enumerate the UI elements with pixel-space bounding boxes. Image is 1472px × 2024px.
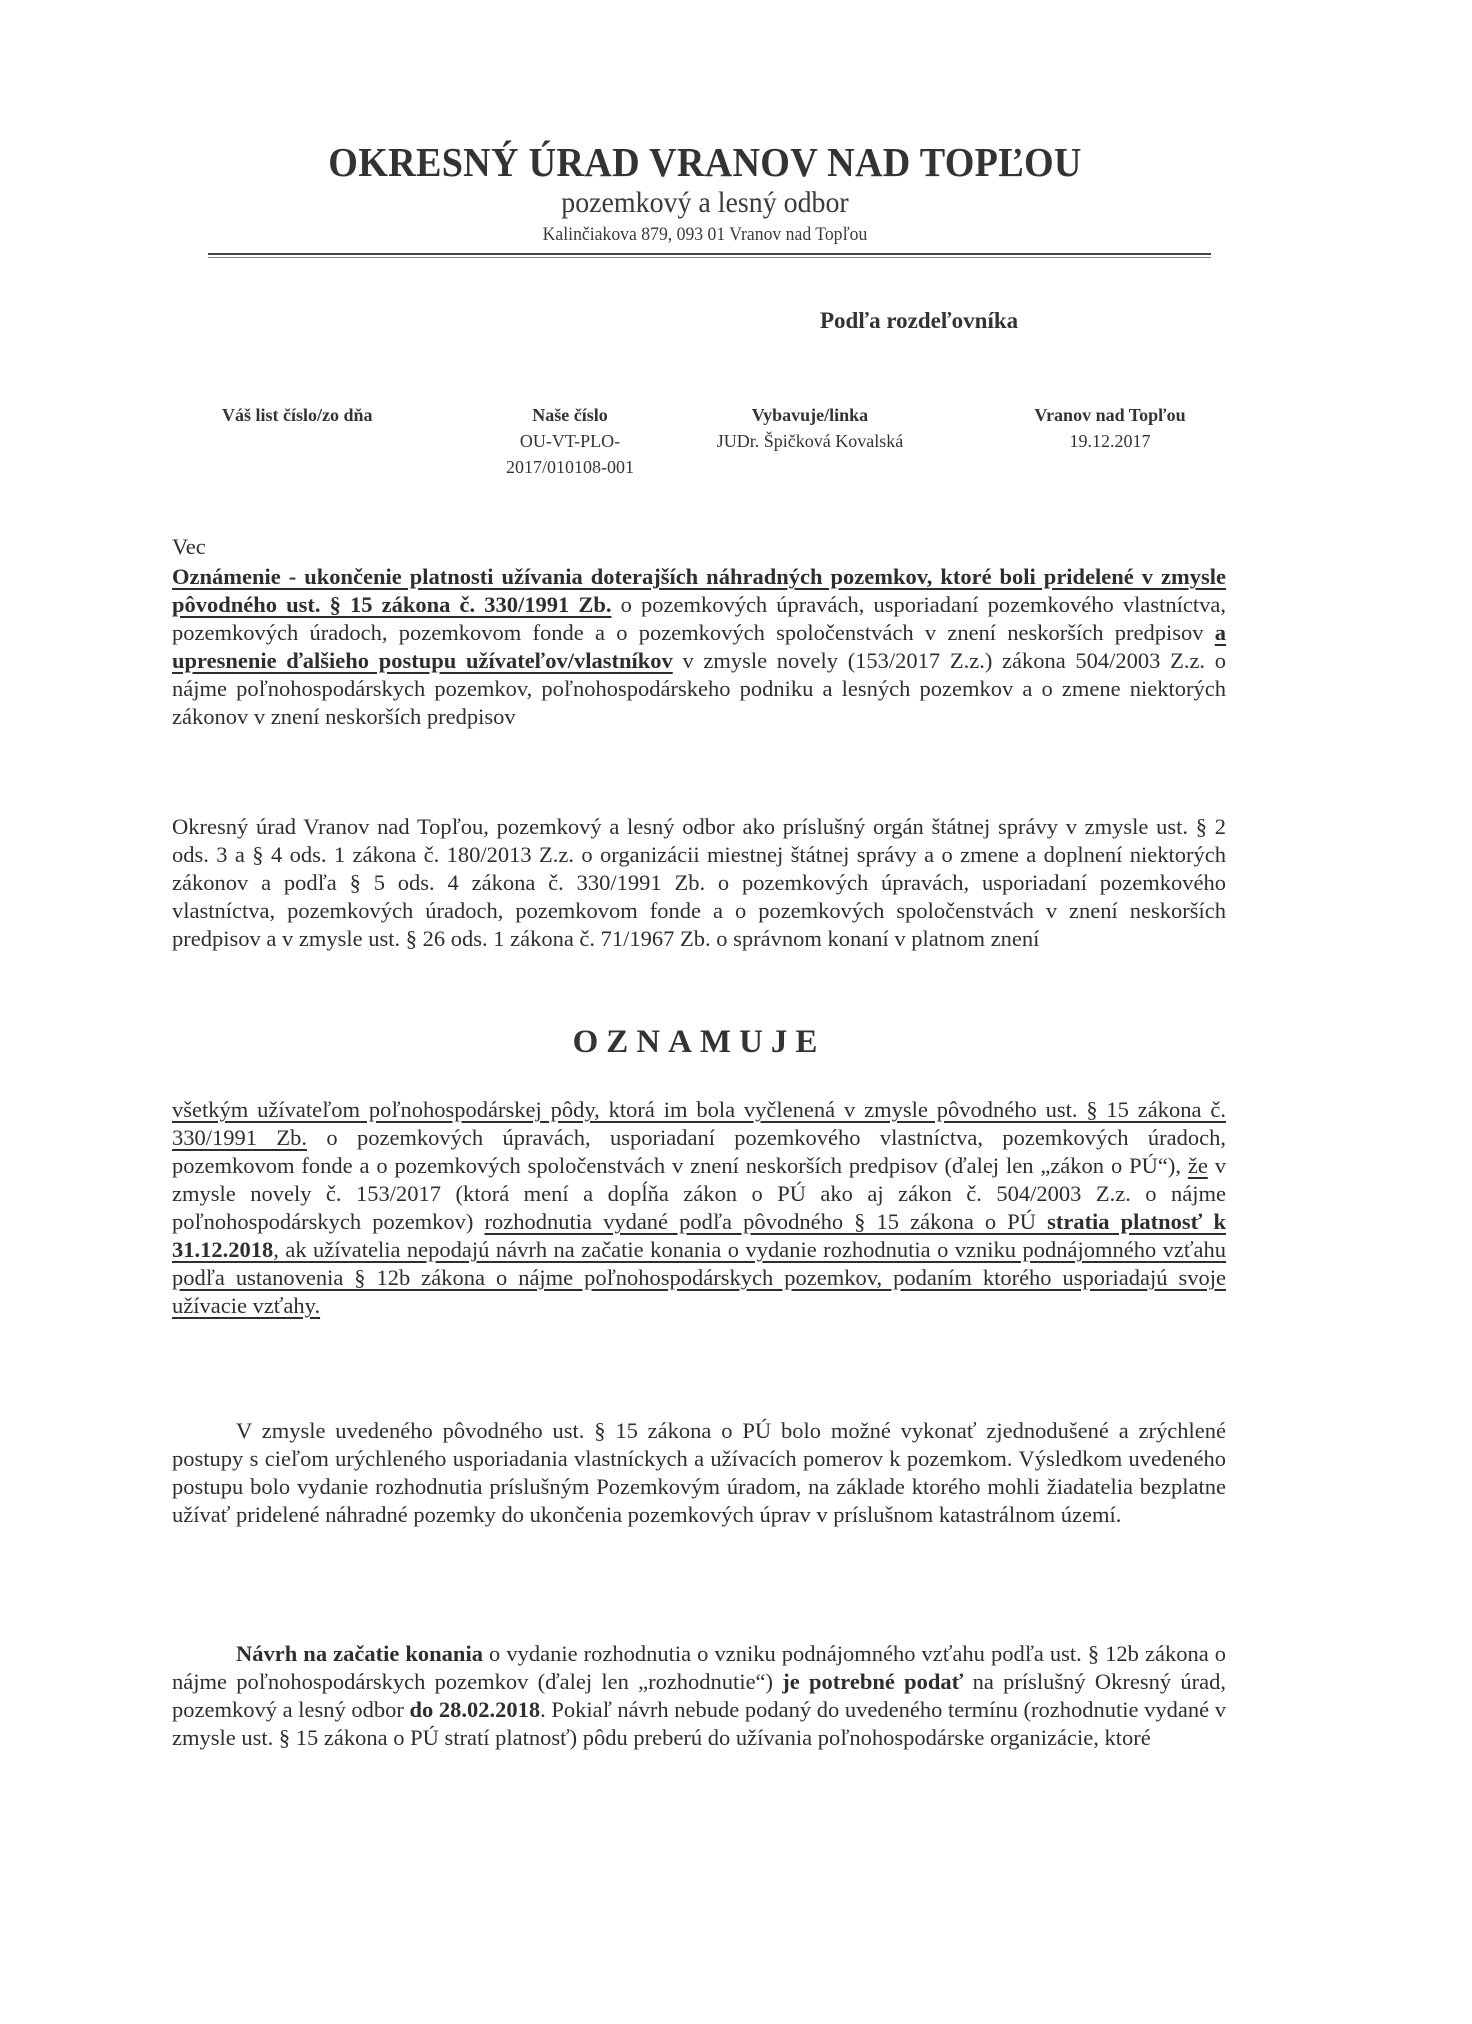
header-divider <box>208 253 1211 255</box>
p2-t1: o pozemkových úpravách, usporiadaní pozemkového vlastníctva, pozemkových úradoch, pozemkovom fonde a o pozemkových spoločenstvách v znení neskorších predpisov (ďalej len „zákon o PÚ“), <box>172 1125 1226 1178</box>
paragraph-proposal <box>172 1640 1226 1752</box>
meta-handler <box>690 402 930 454</box>
subject-main: Oznámenie - ukončenie platnosti užívania doterajších náhradných pozemkov, ktoré boli pridelené v zmysle pôvodného ust. § 15 zákona č. 330/1991 Zb. <box>172 564 1226 617</box>
our-number-line1: OU-VT-PLO- <box>519 431 621 451</box>
subject-text <box>172 563 1226 731</box>
paragraph-authority: Okresný úrad Vranov nad Topľou, pozemkový a lesný odbor ako príslušný orgán štátnej správy v zmysle ust. § 2 ods. 3 a § 4 ods. 1 zákona č. 180/2013 Z.z. o organizácii miestnej štátnej správy a o zmene a doplnení niektorých zákonov a podľa § 5 ods. 4 zákona č. 330/1991 Zb. o pozemkových úpravách, usporiadaní pozemkového vlastníctva, pozemkových úradoch, pozemkovom fonde a o pozemkových spoločenstvách v znení neskorších predpisov a v zmysle ust. § 26 ods. 1 zákona č. 71/1967 Zb. o správnom konaní v platnom znení <box>172 814 1226 951</box>
paragraph-announcement <box>172 1096 1226 1320</box>
p2-t2: v zmysle novely č. 153/2017 (ktorá mení a dopĺňa zákon o PÚ ako aj zákon č. 504/2003 Z.z. o nájme poľnohospodárskych pozemkov) <box>172 1153 1226 1234</box>
subject-clarification: a upresnenie ďalšieho postupu užívateľov/vlastníkov <box>172 620 1226 673</box>
p4-deadline: do 28.02.2018 <box>409 1697 541 1722</box>
handler-value: JUDr. Špičková Kovalská <box>716 431 904 451</box>
p2-u3: rozhodnutia vydané podľa pôvodného § 15 zákona o PÚ <box>484 1209 1048 1234</box>
handler-label: Vybavuje/linka <box>751 405 869 425</box>
office-address: Kalinčiakova 879, 093 01 Vranov nad Topľou <box>542 224 868 245</box>
subject-text-1: o pozemkových úpravách, usporiadaní pozemkového vlastníctva, pozemkových úradoch, pozemkovom fonde a o pozemkových spoločenstvách v znení neskorších predpisov <box>172 592 1226 645</box>
p4-b1: Návrh na začatie konania <box>236 1641 483 1666</box>
place-label: Vranov nad Topľou <box>1034 405 1186 425</box>
your-letter-label: Váš list číslo/zo dňa <box>222 405 373 425</box>
p2-deadline: stratia platnosť k 31.12.2018 <box>172 1209 1226 1262</box>
our-number-line2: 2017/010108-001 <box>506 457 634 477</box>
date-value: 19.12.2017 <box>1069 431 1151 451</box>
office-title: OKRESNÝ ÚRAD VRANOV NAD TOPĽOU <box>328 139 1082 185</box>
our-number-label: Naše číslo <box>532 405 608 425</box>
paragraph-background: V zmysle uvedeného pôvodného ust. § 15 zákona o PÚ bolo možné vykonať zjednodušené a zrýchlené postupy s cieľom urýchleného usporiadania vlastníckych a užívacích pomerov k pozemkom. Výsledkom uvedeného postupu bolo vydanie rozhodnutia príslušným Pozemkovým úradom, na základe ktorého mohli žiadatelia bezplatne užívať pridelené náhradné pozemky do ukončenia pozemkových úprav v príslušnom katastrálnom území. <box>172 1418 1226 1527</box>
p2-u2: že <box>1187 1153 1208 1178</box>
meta-your-letter <box>222 402 373 428</box>
p4-t2: na príslušný Okresný úrad, pozemkový a lesný odbor <box>172 1669 1226 1722</box>
header-divider-thin <box>208 257 1211 258</box>
p4-t1: o vydanie rozhodnutia o vzniku podnájomného vzťahu podľa ust. § 12b zákona o nájme poľnohospodárskych pozemkov (ďalej len „rozhodnutie“) <box>172 1641 1226 1694</box>
meta-our-number <box>480 402 660 480</box>
department-name: pozemkový a lesný odbor <box>561 186 849 219</box>
subject-text-2: v zmysle novely (153/2017 Z.z.) zákona 504/2003 Z.z. o nájme poľnohospodárskych pozemkov, poľnohospodárskeho podniku a lesných pozemkov a o zmene niektorých zákonov v znení neskorších predpisov <box>172 648 1226 729</box>
subject-label: Vec <box>172 534 206 559</box>
p2-u1: všetkým užívateľom poľnohospodárskej pôdy, ktorá im bola vyčlenená v zmysle pôvodného ust. § 15 zákona č. 330/1991 Zb. <box>172 1097 1226 1150</box>
p2-u4: , ak užívatelia nepodajú návrh na začatie konania o vydanie rozhodnutia o vzniku podnájomného vzťahu podľa ustanovenia § 12b zákona o nájme poľnohospodárskych pozemkov, podaním ktorého usporiadajú svoje užívacie vzťahy. <box>172 1237 1226 1318</box>
p4-b2: je potrebné podať <box>782 1669 964 1694</box>
recipient-line: Podľa rozdeľovníka <box>820 308 1019 333</box>
p4-t3: . Pokiaľ návrh nebude podaný do uvedeného termínu (rozhodnutie vydané v zmysle ust. § 15 zákona o PÚ stratí platnosť) pôdu preberú do užívania poľnohospodárske organizácie, ktoré <box>172 1697 1226 1750</box>
meta-place-date <box>1020 402 1200 454</box>
announcement-heading: OZNAMUJE <box>572 1024 826 1060</box>
